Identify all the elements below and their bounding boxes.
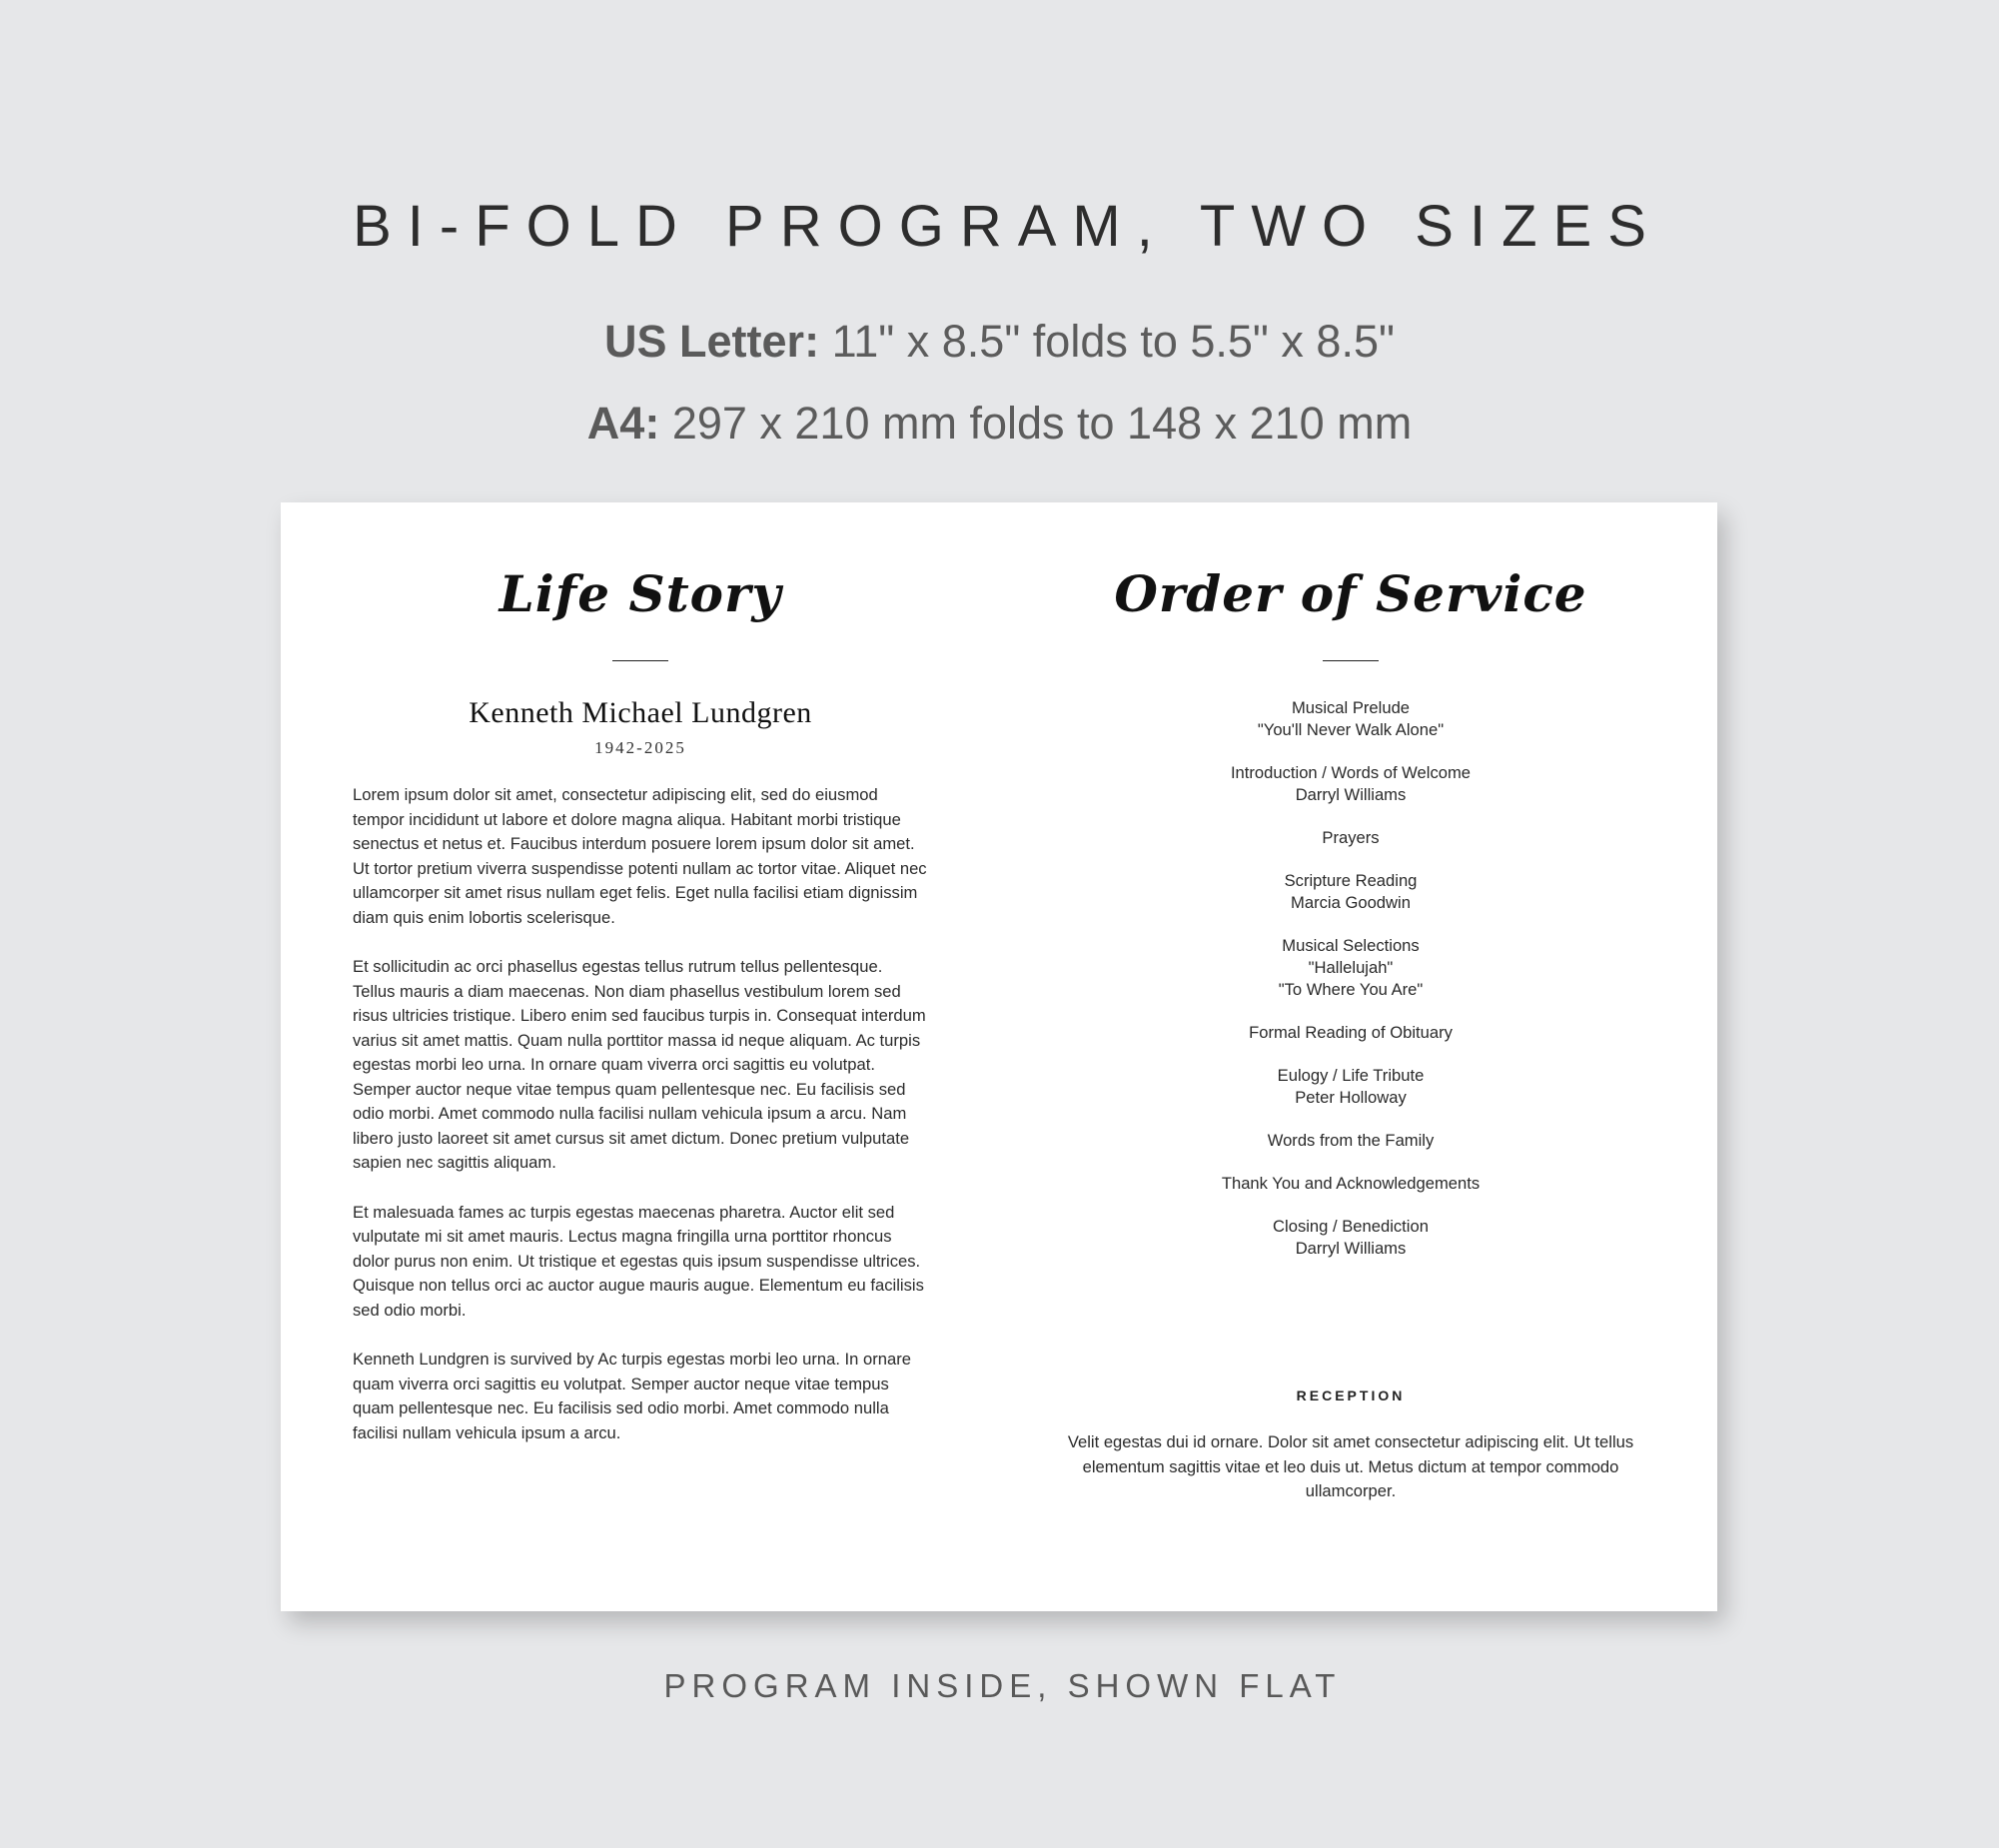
life-dates: 1942-2025 — [594, 738, 686, 757]
service-item-detail: "To Where You Are" — [1278, 980, 1424, 999]
reception-text: Velit egestas dui id ornare. Dolor sit amet consectetur adipiscing elit. Ut tellus elementum sagittis vitae et leo duis ut. Metus dictum at tempor commodo ullamcorper. — [1067, 1432, 1634, 1500]
service-item — [1058, 1022, 1643, 1044]
life-story-heading: Life Story — [499, 564, 782, 623]
life-story-paragraph: Lorem ipsum dolor sit amet, consectetur adipiscing elit, sed do eiusmod tempor incididunt ut labore et dolore magna aliqua. Habitant morbi tristique senectus et netus et. Faucibus interdum posuere lorem ipsum dolor sit amet. Ut tortor pretium viverra suspendisse potenti nullam ac tortor vitae. Aliquet nec ullamcorper sit amet risus nullam eget felis. Eget nulla facilisi etiam dignissim diam quis enim lobortis scelerisque. — [353, 785, 927, 927]
service-item — [1058, 870, 1643, 914]
size-us-label: US Letter: — [604, 316, 820, 367]
service-item-title: Formal Reading of Obituary — [1249, 1023, 1453, 1042]
order-of-service-panel — [1058, 562, 1643, 1500]
service-item-detail: "Hallelujah" — [1308, 958, 1394, 977]
life-story-panel — [353, 562, 928, 1445]
service-item — [1058, 935, 1643, 1001]
service-item — [1058, 1173, 1643, 1195]
size-us-letter — [0, 314, 1999, 370]
service-item-title: Closing / Benediction — [1273, 1217, 1429, 1236]
size-us-value: 11" x 8.5" folds to 5.5" x 8.5" — [819, 316, 1395, 367]
service-item-title: Thank You and Acknowledgements — [1221, 1174, 1481, 1193]
size-a4 — [0, 396, 1999, 452]
service-item — [1058, 1216, 1643, 1260]
service-item-detail: Marcia Goodwin — [1291, 893, 1411, 912]
service-list — [1058, 697, 1643, 1260]
reception-heading: RECEPTION — [1296, 1387, 1406, 1403]
size-a4-value: 297 x 210 mm folds to 148 x 210 mm — [659, 398, 1413, 449]
life-story-paragraph: Kenneth Lundgren is survived by Ac turpis egestas morbi leo urna. In ornare quam viverra orci sagittis eu volutpat. Semper auctor neque vitae tempus quam pellentesque nec. Eu facilisis sed odio morbi. Amet commodo nulla facilisi nullam vehicula ipsum a arcu. — [353, 1350, 911, 1442]
service-item — [1058, 1130, 1643, 1152]
service-item — [1058, 762, 1643, 806]
deceased-name: Kenneth Michael Lundgren — [469, 696, 812, 729]
service-item-title: Musical Selections — [1282, 936, 1420, 955]
page-title: BI-FOLD PROGRAM, TWO SIZES — [353, 194, 1662, 259]
size-a4-label: A4: — [586, 398, 660, 449]
service-item — [1058, 697, 1643, 741]
service-item-title: Scripture Reading — [1284, 871, 1418, 890]
program-spread — [281, 502, 1717, 1611]
life-story-paragraph: Et sollicitudin ac orci phasellus egestas tellus rutrum tellus pellentesque. Tellus mauris a diam maecenas. Non diam phasellus vestibulum lorem sed risus ultricies tristique. Libero enim sed faucibus turpis in. Consequat interdum varius sit amet mattis. Quam nulla porttitor massa id neque aliquam. Ac turpis egestas morbi leo urna. In ornare quam viverra orci sagittis eu volutpat. Semper auctor neque vitae tempus quam pellentesque nec. Eu facilisis sed odio morbi. Amet commodo nulla facilisi nullam vehicula ipsum a arcu. Nam libero justo laoreet sit amet cursus sit amet dictum. Donec pretium vulputate sapien nec sagittis aliquam. — [353, 957, 926, 1172]
order-of-service-heading: Order of Service — [1114, 564, 1587, 623]
service-item-title: Words from the Family — [1267, 1131, 1435, 1150]
heading-divider — [1323, 660, 1379, 661]
service-item — [1058, 827, 1643, 849]
service-item-detail: Peter Holloway — [1295, 1088, 1407, 1107]
service-item-title: Musical Prelude — [1291, 698, 1411, 717]
service-item-title: Prayers — [1322, 828, 1380, 847]
life-story-paragraph: Et malesuada fames ac turpis egestas maecenas pharetra. Auctor elit sed vulputate mi sit amet mauris. Lectus magna fringilla urna porttitor rhoncus dolor purus non enim. Ut tristique et egestas quis ipsum suspendisse ultrices. Quisque non tellus orci ac auctor augue mauris augue. Elementum eu facilisis sed odio morbi. — [353, 1202, 924, 1320]
service-item-detail: Darryl Williams — [1295, 1239, 1407, 1258]
heading-divider — [612, 660, 668, 661]
service-item-detail: Darryl Williams — [1295, 785, 1407, 804]
service-item-title: Eulogy / Life Tribute — [1277, 1066, 1425, 1085]
service-item-detail: "You'll Never Walk Alone" — [1257, 720, 1445, 739]
caption: PROGRAM INSIDE, SHOWN FLAT — [663, 1667, 1342, 1704]
service-item — [1058, 1065, 1643, 1109]
service-item-title: Introduction / Words of Welcome — [1230, 763, 1472, 782]
